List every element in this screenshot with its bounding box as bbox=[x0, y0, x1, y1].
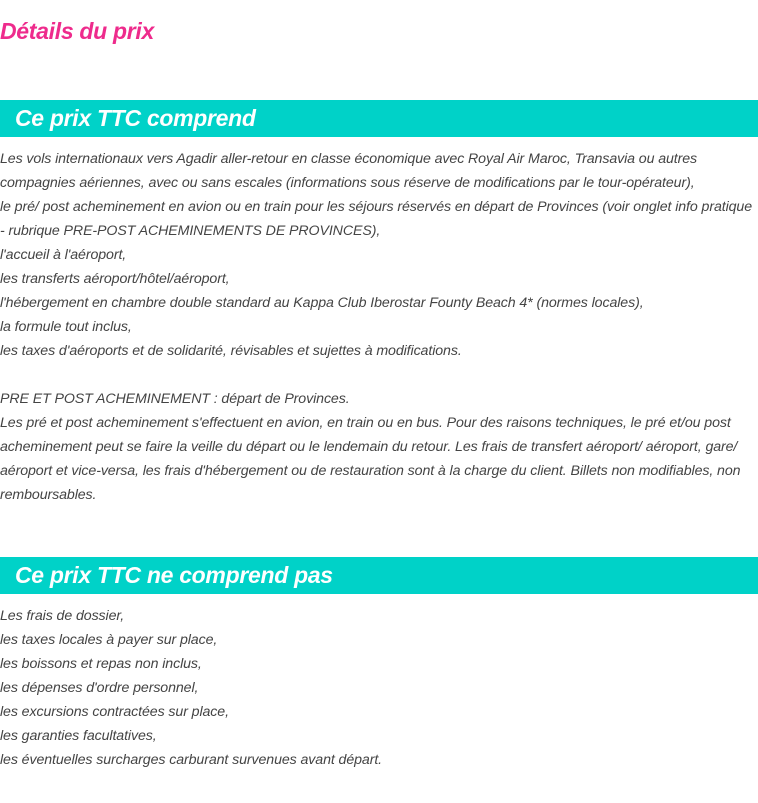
excluded-content bbox=[0, 604, 758, 772]
transfer-note-heading: PRE ET POST ACHEMINEMENT : départ de Provinces. bbox=[0, 391, 350, 407]
excluded-item: les garanties facultatives, bbox=[0, 728, 157, 744]
excluded-item: les éventuelles surcharges carburant survenues avant départ. bbox=[0, 752, 383, 768]
section-heading-included: Ce prix TTC comprend bbox=[15, 105, 256, 131]
included-content bbox=[0, 147, 758, 507]
excluded-item: les boissons et repas non inclus, bbox=[0, 656, 202, 672]
excluded-item: les excursions contractées sur place, bbox=[0, 704, 229, 720]
included-item: l'accueil à l'aéroport, bbox=[0, 247, 127, 263]
page-title: Détails du prix bbox=[0, 18, 154, 44]
included-item: le pré/ post acheminement en avion ou en train pour les séjours réservés en départ de Provinces (voir onglet info pratique - rubrique PRE-POST ACHEMINEMENTS DE PROVINCES), bbox=[0, 199, 752, 239]
included-item: la formule tout inclus, bbox=[0, 319, 132, 335]
section-bar-included bbox=[0, 100, 758, 137]
excluded-item: les taxes locales à payer sur place, bbox=[0, 632, 218, 648]
excluded-item: Les frais de dossier, bbox=[0, 608, 125, 624]
included-item: Les vols internationaux vers Agadir aller-retour en classe économique avec Royal Air Maroc, Transavia ou autres compagnies aériennes, avec ou sans escales (informations sous réserve de modifications par le tour-opérateur), bbox=[0, 151, 698, 191]
excluded-item: les dépenses d'ordre personnel, bbox=[0, 680, 199, 696]
included-item: les taxes d'aéroports et de solidarité, révisables et sujettes à modifications. bbox=[0, 343, 462, 359]
spacer bbox=[0, 363, 758, 387]
transfer-note-text: Les pré et post acheminement s'effectuent en avion, en train ou en bus. Pour des raisons techniques, le pré et/ou post acheminement peut se faire la veille du départ ou le lendemain du retour. Les frais de transfert aéroport/ aéroport, gare/ aéroport et vice-versa, les frais d'hébergement ou de restauration sont à la charge du client. Billets non modifiables, non remboursables. bbox=[0, 415, 741, 503]
section-heading-excluded: Ce prix TTC ne comprend pas bbox=[15, 562, 333, 588]
included-item: l'hébergement en chambre double standard au Kappa Club Iberostar Founty Beach 4* (normes locales), bbox=[0, 295, 644, 311]
section-bar-excluded bbox=[0, 557, 758, 594]
included-item: les transferts aéroport/hôtel/aéroport, bbox=[0, 271, 230, 287]
